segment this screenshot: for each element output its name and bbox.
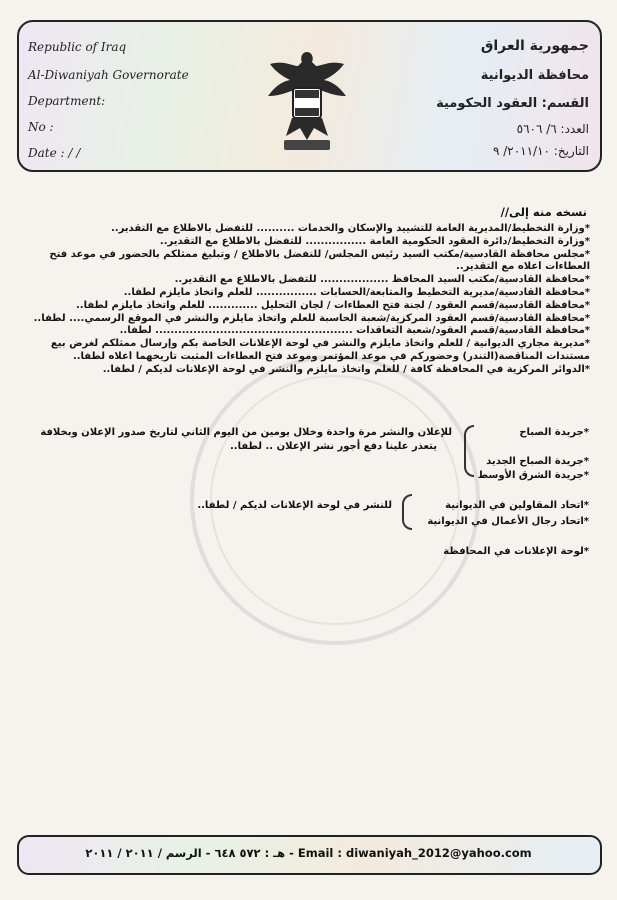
- header-governorate-ar: محافظة الديوانية: [480, 68, 589, 83]
- list-item: *مجلس محافظة القادسية/مكتب السيد رئيس المجلس/ للتفضل بالاطلاع / وتبليغ ممثلكم بالحضور في موعد فتح: [49, 248, 590, 260]
- list-item: *الدوائر المركزية في المحافظة كافة / للعلم واتخاذ مايلزم والنشر في لوحة الإعلانات لديكم / لطفا..: [102, 363, 590, 375]
- list-item: *محافظة القادسية/مكتب السيد المحافظ .................. للتفضل بالاطلاع مع التقدير..: [174, 274, 590, 286]
- header-governorate-en: Al-Diwaniyah Governorate: [28, 68, 189, 82]
- header-department-ar: القسم: العقود الحكومية: [436, 96, 589, 111]
- header-number-en: No :: [28, 120, 54, 134]
- newspaper-item: *جريدة الصباح الجديد: [486, 456, 589, 467]
- header-date-en: Date : / /: [28, 146, 81, 160]
- newspaper-item: *جريدة الشرق الأوسط: [477, 470, 589, 481]
- list-item: مستندات المناقصة(التندر) وحضوركم في موعد المؤتمر وموعد فتح العطاءات المثبت تاريخهما أعلاه لطفا..: [72, 350, 590, 362]
- list-item: *مديرية مجاري الديوانية / للعلم واتخاذ مايلزم والنشر في لوحة الإعلانات الخاصة بكم وإرسال ممثلكم لغرض بيع: [50, 338, 590, 350]
- header-country-ar: جمهورية العراق: [480, 38, 589, 54]
- iraq-eagle-emblem-icon: [262, 44, 352, 156]
- newspapers-brace: [464, 425, 474, 477]
- list-item: *محافظة القادسية/مديرية التخطيط والمتابعة/الحسابات ................ للعلم واتخاذ مايلزم لطفا..: [123, 286, 590, 298]
- list-item: *وزارة التخطيط/المديرية العامة للتشييد والإسكان والخدمات .......... للتفضل بالاطلاع مع التقدير..: [110, 223, 590, 234]
- header-department-en: Department:: [28, 94, 106, 108]
- footer-contact: هـ : ٥٧٢ ٦٤٨ - الرسم / ٢٠١١ / ٢٠١١ - Email : diwaniyah_2012@yahoo.com: [85, 846, 532, 860]
- union-item: *اتحاد المقاولين في الديوانية: [445, 500, 589, 511]
- newspapers-note-line1: للإعلان والنشر مرة واحدة وخلال يومين من اليوم الثاني لتاريخ صدور الإعلان وبخلافة: [40, 427, 452, 438]
- header-date-ar: التاريخ: ٢٠١١/١٠/ ٩: [492, 144, 589, 158]
- header-country-en: Republic of Iraq: [28, 40, 127, 54]
- header-number-ar: العدد: ٦/ ٥٦٠٦: [516, 122, 589, 136]
- list-item: *محافظة القادسية/قسم العقود/شعبة التعاقدات .................................................... لطفا..: [119, 325, 590, 337]
- union-item: *اتحاد رجال الأعمال في الديوانية: [427, 516, 589, 527]
- list-item: *وزارة التخطيط/دائرة العقود الحكومية العامة ................ للتفضل بالاطلاع مع التقدير..: [159, 235, 590, 247]
- unions-brace: [402, 494, 412, 530]
- distribution-heading: نسخه منه إلى//: [500, 205, 587, 219]
- list-item: *محافظة القادسية/قسم العقود / لجنة فتح العطاءات / لجان التحليل ............. للعلم واتخاذ مايلزم لطفا..: [75, 299, 590, 311]
- newspapers-note-line2: يتعذر علينا دفع أجور نشر الإعلان .. لطفا..: [229, 441, 437, 452]
- unions-note: للنشر في لوحة الإعلانات لديكم / لطفا..: [197, 500, 392, 511]
- distribution-list: [25, 223, 590, 377]
- board-item: *لوحة الإعلانات في المحافظة: [443, 546, 589, 557]
- list-item: العطاءات أعلاه مع التقدير..: [456, 261, 590, 273]
- newspaper-item: *جريدة الصباح: [519, 427, 589, 438]
- list-item: *محافظة القادسية/قسم العقود المركزية/شعبة الحاسبة للعلم واتخاذ مايلزم والنشر في الموقع الرسمي.... لطفا..: [33, 312, 590, 324]
